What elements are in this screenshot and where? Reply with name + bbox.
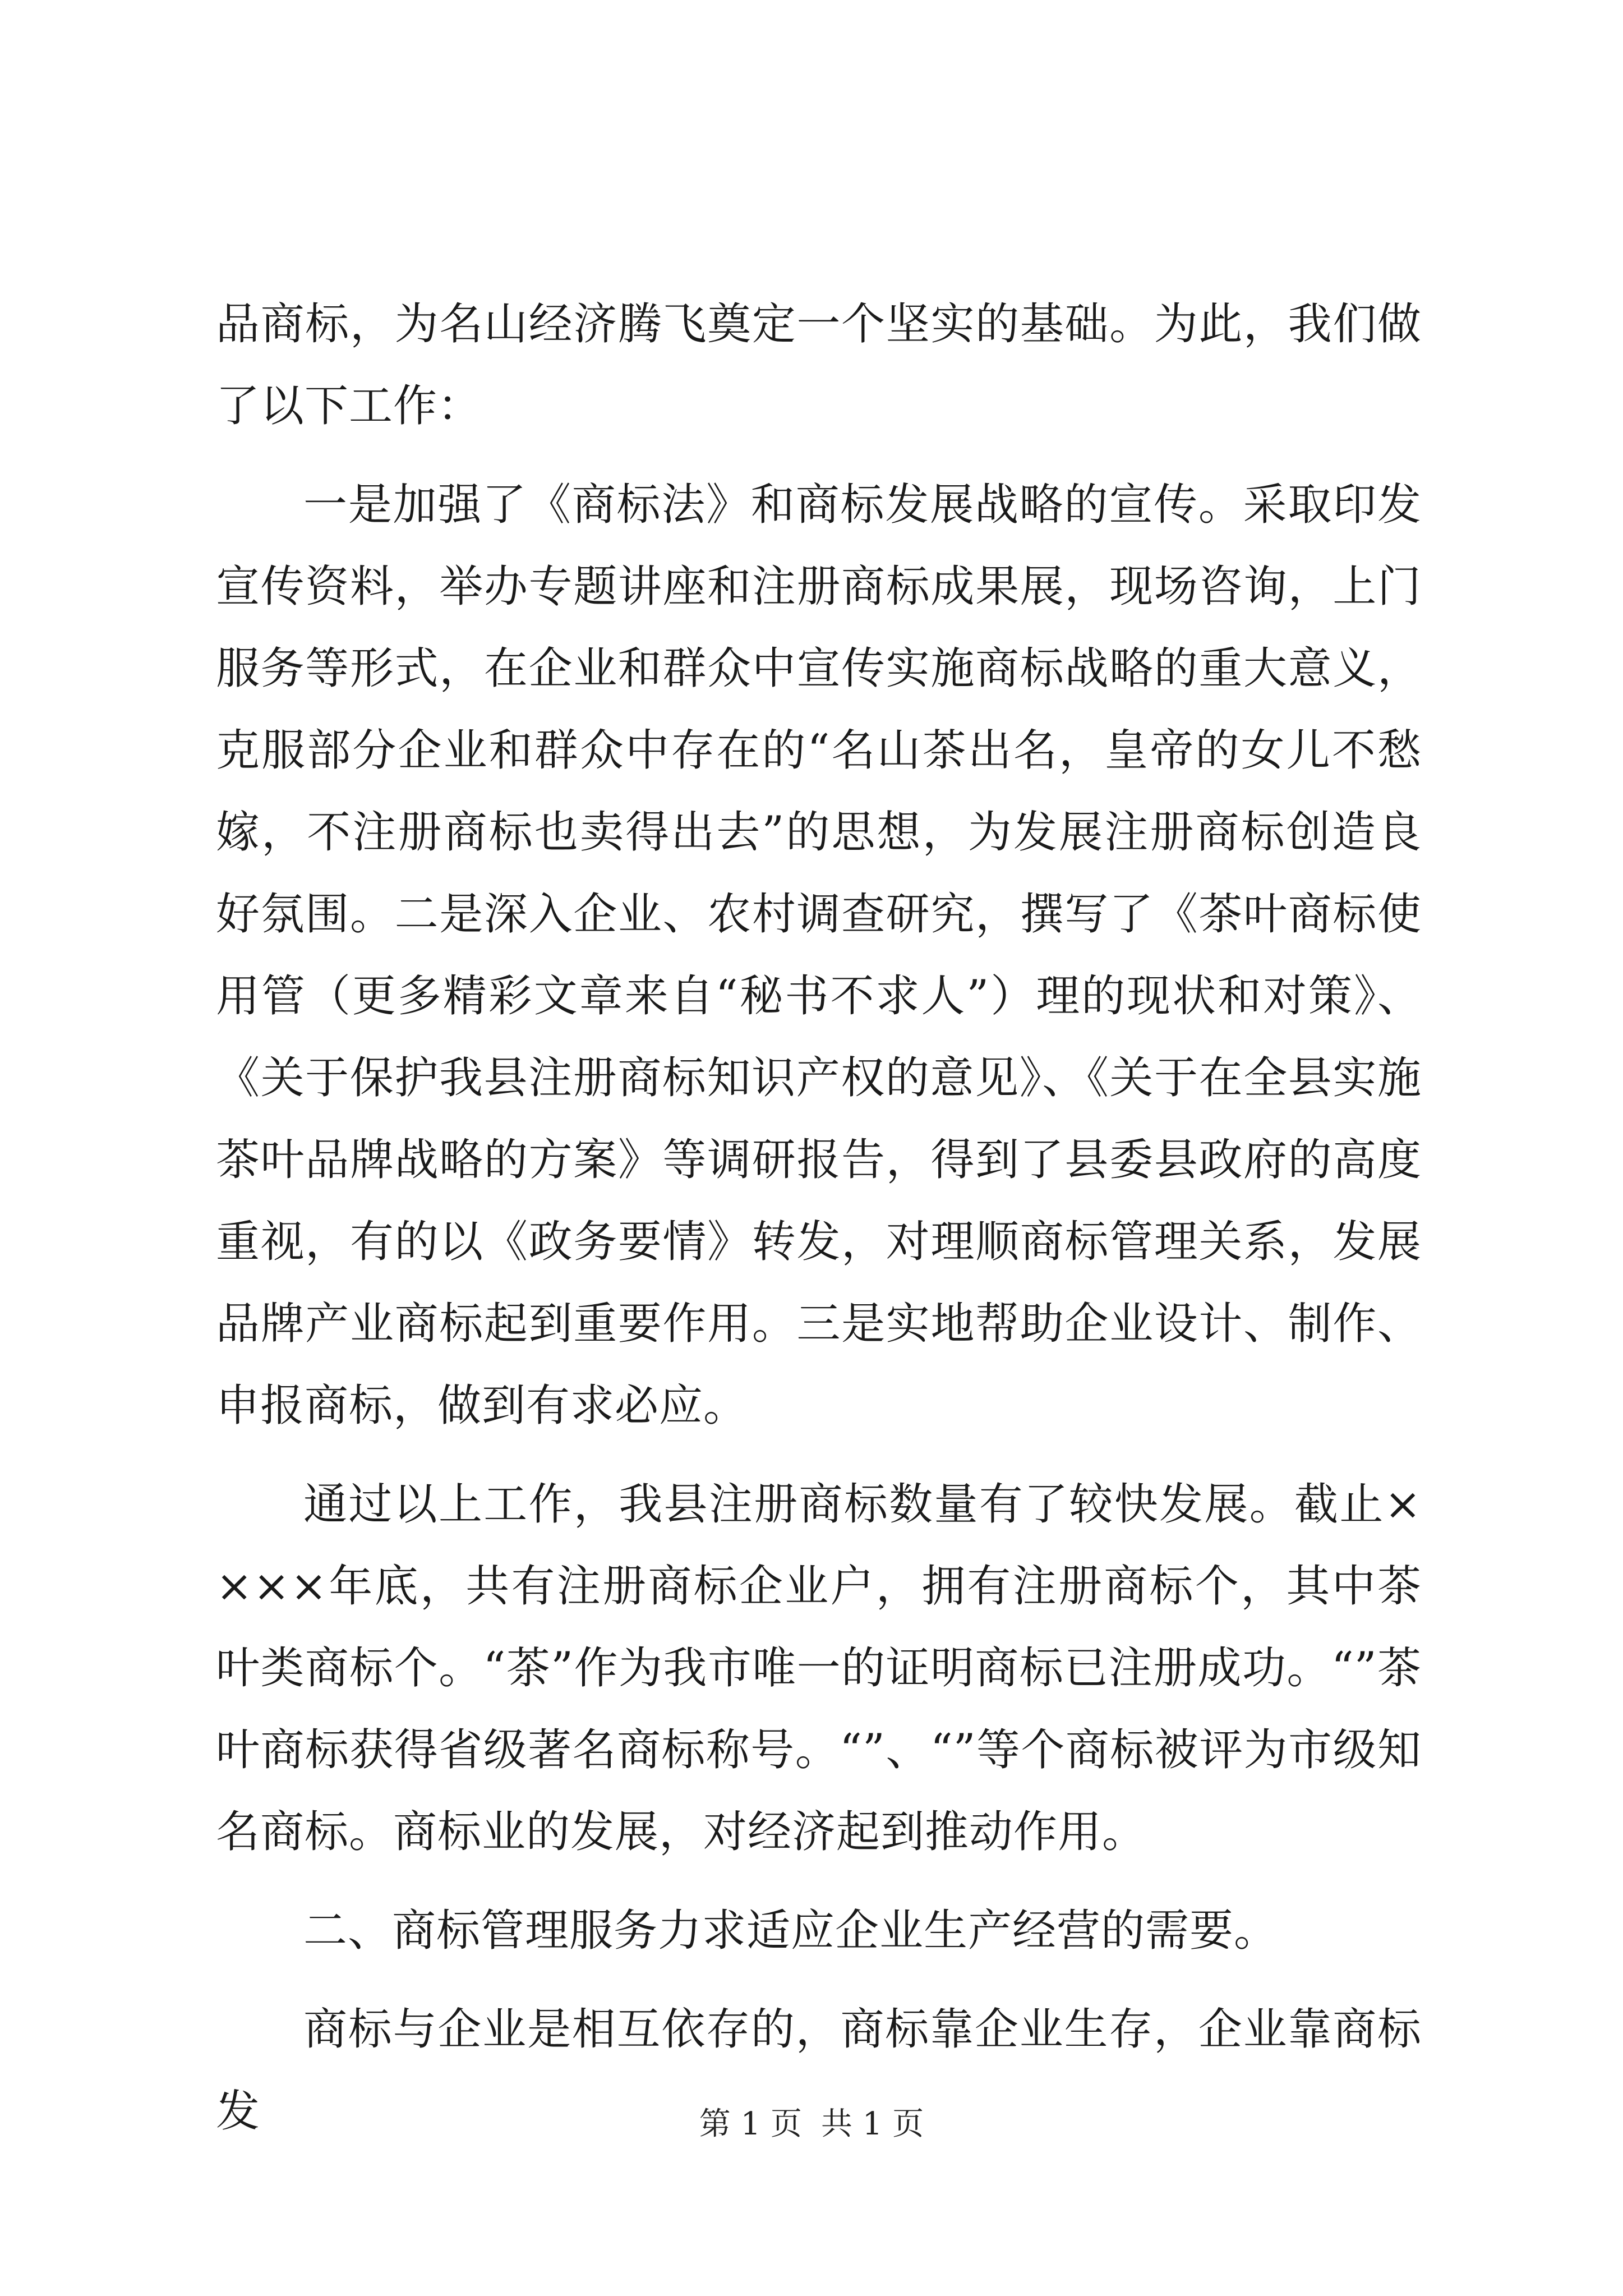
page-footer (0, 2105, 1623, 2144)
paragraph-1: 品商标，为名山经济腾飞奠定一个坚实的基础。为此，我们做了以下工作： (216, 299, 1422, 431)
document-body (216, 283, 1422, 2152)
page-total: 共 1 页 (821, 2106, 924, 2142)
paragraph-2: 一是加强了《商标法》和商标发展战略的宣传。采取印发宣传资料，举办专题讲座和注册商标成果展，现场咨询，上门服务等形式，在企业和群众中宣传实施商标战略的重大意义，克服部分企业和群众中存在的“名山茶出名，皇帝的女儿不愁嫁，不注册商标也卖得出去”的思想，为发展注册商标创造良好氛围。二是深入企业、农村调查研究，撰写了《茶叶商标使用管（更多精彩文章来自“秘书不求人”）理的现状和对策》、《关于保护我县注册商标知识产权的意见》、《关于在全县实施茶叶品牌战略的方案》等调研报告，得到了县委县政府的高度重视，有的以《政务要情》转发，对理顺商标管理关系，发展品牌产业商标起到重要作用。三是实地帮助企业设计、制作、申报商标，做到有求必应。 (216, 480, 1422, 1431)
paragraph-3: 通过以上工作，我县注册商标数量有了较快发展。截止××××年底，共有注册商标企业户，拥有注册商标个，其中茶叶类商标个。“茶”作为我市唯一的证明商标已注册成功。“”茶叶商标获得省级著名商标称号。“”、“”等个商标被评为市级知名商标。商标业的发展，对经济起到推动作用。 (216, 1479, 1422, 1857)
page-number: 第 1 页 (699, 2106, 802, 2142)
paragraph-4: 二、商标管理服务力求适应企业生产经营的需要。 (303, 1906, 1279, 1956)
paragraph-5: 商标与企业是相互依存的，商标靠企业生存，企业靠商标发 (216, 2004, 1422, 2137)
